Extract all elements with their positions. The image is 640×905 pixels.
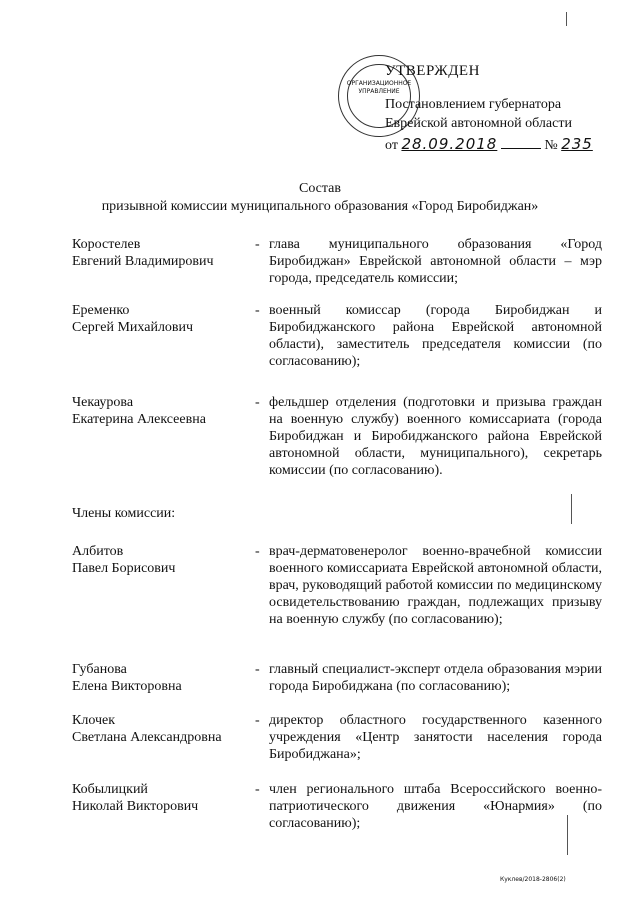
member-row xyxy=(72,543,602,643)
approval-line-1: Постановлением губернатора xyxy=(385,97,562,112)
entry-role: глава муниципального образования «Город Биробиджан» Еврейской автономной области – мэр города, председатель комиссии; xyxy=(269,237,602,286)
member-surname: Албитов xyxy=(72,544,124,559)
entry-surname: Чекаурова xyxy=(72,395,134,410)
member-row xyxy=(72,661,602,701)
approval-block xyxy=(385,62,605,155)
approval-line-2: Еврейской автономной области xyxy=(385,116,572,131)
entry-row xyxy=(72,302,602,374)
date-underline xyxy=(501,148,541,149)
member-name xyxy=(72,661,252,695)
entry-dash: - xyxy=(255,395,260,410)
approval-heading: УТВЕРЖДЕН xyxy=(385,63,480,79)
approval-number: 235 xyxy=(561,135,593,153)
entry-role: военный комиссар (города Биробиджан и Биробиджанского района Еврейской автономной области), заместитель председателя комиссии (по согласованию); xyxy=(269,303,602,369)
entry-given-names: Екатерина Алексеевна xyxy=(72,412,206,427)
member-role: главный специалист-эксперт отдела образования мэрии города Биробиджана (по согласованию); xyxy=(269,662,602,694)
stamp-text: ОРГАНИЗАЦИОННОЕ УПРАВЛЕНИЕ xyxy=(346,80,412,95)
member-name xyxy=(72,781,252,815)
approval-date-row xyxy=(385,135,605,155)
member-surname: Губанова xyxy=(72,662,127,677)
scan-mark xyxy=(566,12,567,26)
member-role: директор областного государственного казенного учреждения «Центр занятости населения города Биробиджана»; xyxy=(269,713,602,762)
member-given-names: Елена Викторовна xyxy=(72,679,182,694)
number-prefix: № xyxy=(544,138,558,153)
title-line-1: Состав xyxy=(298,181,341,196)
scan-mark xyxy=(571,494,572,524)
member-surname: Клочек xyxy=(72,713,116,728)
member-name xyxy=(72,712,252,746)
entry-row xyxy=(72,394,602,494)
document-code: Куклев/2018-2806(2) xyxy=(500,876,566,883)
entry-role: фельдшер отделения (подготовки и призыва граждан на военную службу) военного комиссариата (города Биробиджан и Биробиджанского района Еврейской автономной области, муниципального), секретарь комиссии (по согласованию). xyxy=(269,395,602,478)
entry-name xyxy=(72,236,252,270)
member-role: врач-дерматовенеролог военно-врачебной комиссии военного комиссариата Еврейской автономной области, врач, руководящий работой комиссии по медицинскому освидетельствованию граждан, подлежащих призыву на военную службу (по согласованию); xyxy=(269,544,602,627)
member-role: член регионального штаба Всероссийского военно-патриотического движения «Юнармия» (по согласованию); xyxy=(269,782,602,831)
entry-name xyxy=(72,302,252,336)
entry-row xyxy=(72,236,602,291)
entry-given-names: Сергей Михайлович xyxy=(72,320,194,335)
members-heading: Члены комиссии: xyxy=(72,506,176,521)
member-given-names: Николай Викторович xyxy=(72,799,199,814)
scan-mark xyxy=(567,815,568,855)
entry-surname: Коростелев xyxy=(72,237,141,252)
member-surname: Кобылицкий xyxy=(72,782,148,797)
title-line-2: призывной комиссии муниципального образования «Город Биробиджан» xyxy=(101,199,539,214)
document-title xyxy=(60,180,580,216)
entry-dash: - xyxy=(255,237,260,252)
member-row xyxy=(72,781,602,836)
entry-given-names: Евгений Владимирович xyxy=(72,254,214,269)
date-prefix: от xyxy=(385,138,398,153)
member-dash: - xyxy=(255,544,260,559)
member-dash: - xyxy=(255,713,260,728)
member-given-names: Светлана Александровна xyxy=(72,730,222,745)
member-given-names: Павел Борисович xyxy=(72,561,176,576)
entry-name xyxy=(72,394,252,428)
member-row xyxy=(72,712,602,767)
approval-date: 28.09.2018 xyxy=(401,135,498,153)
member-dash: - xyxy=(255,782,260,797)
member-name xyxy=(72,543,252,577)
member-dash: - xyxy=(255,662,260,677)
entry-dash: - xyxy=(255,303,260,318)
entry-surname: Еременко xyxy=(72,303,130,318)
